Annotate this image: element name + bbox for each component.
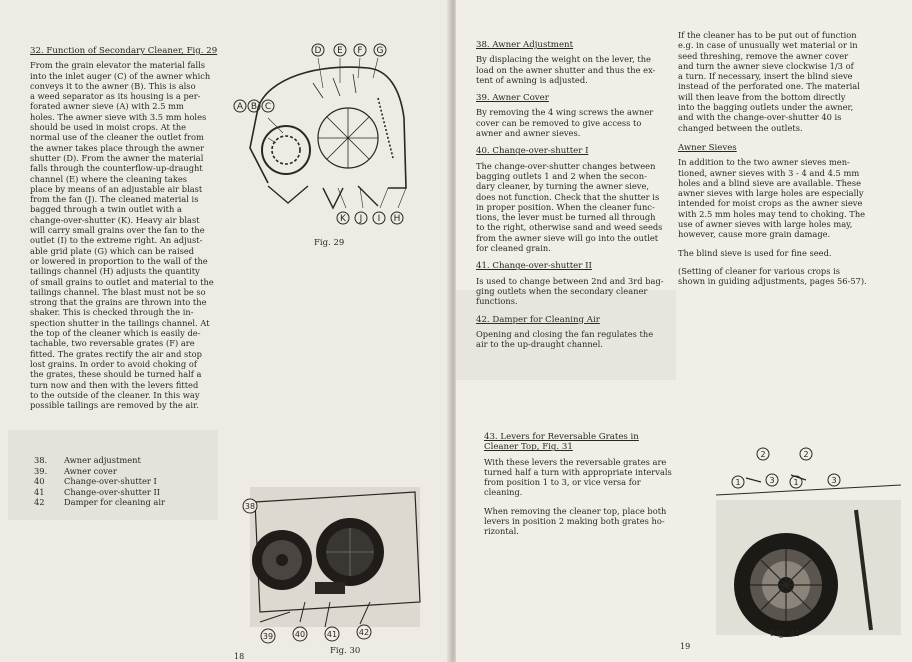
text-line: intended for moist crops as the awner sieve (678, 198, 863, 209)
text-line: levers in position 2 making both grates ho- (484, 516, 665, 527)
fig29-callout-g (374, 44, 386, 56)
text-line: to the right, otherwise sand and weed seeds (476, 222, 663, 233)
svg-text:F: F (357, 46, 363, 56)
text-line: turned half a turn with appropriate intervals (484, 466, 672, 477)
legend-number: 39. (34, 465, 48, 476)
legend-list (34, 455, 165, 508)
section-43 (484, 432, 716, 537)
fig31-callout-2-right (800, 448, 812, 460)
text-line: ging outlets when the secondary cleaner (476, 285, 648, 296)
text-line: conveys it to the awner (B). This is also (30, 80, 196, 91)
svg-text:K: K (340, 214, 346, 224)
svg-text:2: 2 (803, 450, 809, 459)
text-line: Opening and closing the fan regulates the (476, 328, 654, 339)
legend-text: Damper for cleaning air (64, 497, 165, 507)
text-line: rizontal. (484, 526, 519, 537)
text-line: When removing the cleaner top, place both (484, 505, 667, 516)
text-line: (Setting of cleaner for various crops is (678, 265, 841, 276)
svg-text:A: A (236, 102, 244, 112)
heading-line: 43. Levers for Reversable Grates in (484, 432, 639, 442)
fig30-callout-42 (357, 625, 371, 639)
text-line: tailings channel. The blast must not be so (30, 286, 206, 297)
text-line: from the awner sieve will go into the outlet (476, 232, 659, 243)
svg-text:D: D (314, 46, 322, 56)
text-line: should be used in moist crops. At the (30, 122, 187, 133)
text-line: tachable, two reversable grates (F) are (30, 338, 195, 349)
right-column-2 (678, 30, 900, 287)
fig-30-label: Fig. 30 (330, 646, 361, 656)
fig31-callout-1-right (790, 476, 802, 488)
fig31-callout-2-left (757, 448, 769, 460)
fig31-callout-1-left (732, 476, 744, 488)
text-line: into the bagging outlets under the awner, (678, 102, 854, 113)
fig-31-label: Fig. 31 (770, 629, 801, 639)
text-line: normal use of the cleaner the outlet from (30, 132, 204, 143)
text-line: turn now and then with the levers fitted (30, 379, 199, 390)
text-line: and with the change-over-shutter 40 is (678, 112, 842, 123)
page-number-18: 18 (234, 652, 245, 661)
text-line: a weed separator as its housing is a per- (30, 91, 201, 102)
text-line: tent of awning is adjusted. (476, 74, 588, 85)
legend-text: Awner cover (64, 465, 117, 476)
svg-text:J: J (359, 214, 363, 224)
heading-line: Cleaner Top, Fig. 31 (484, 442, 573, 453)
fig30-callout-39 (261, 629, 275, 643)
text-line: changed between the outlets. (678, 122, 803, 133)
svg-text:B: B (250, 102, 258, 112)
text-line: for cleaned grain. (476, 243, 551, 254)
svg-text:3: 3 (831, 476, 837, 485)
text-line: spection shutter in the tailings channel. At (30, 317, 210, 328)
text-line: instead of the perforated one. The material (678, 81, 860, 92)
svg-text:C: C (264, 102, 272, 112)
legend-text: Awner adjustment (64, 455, 141, 465)
right-page (456, 0, 912, 662)
text-line: will carry small grains over the fan to the (30, 225, 205, 236)
text-line: air to the up-draught channel. (476, 339, 603, 350)
text-line: cover can be removed to give access to (476, 117, 642, 128)
fig-29-label: Fig. 29 (314, 238, 345, 248)
blind-sieve-note: The blind sieve is used for fine seed. (678, 247, 832, 258)
svg-text:42: 42 (358, 628, 370, 637)
text-line: place by means of an adjustable air blast (30, 183, 203, 194)
fig29-callout-k (337, 212, 349, 224)
fig30-callout-41 (325, 627, 339, 641)
section-43-body-2 (484, 506, 716, 537)
text-line: From the grain elevator the material falls (30, 60, 206, 71)
text-line: If the cleaner has to be put out of function (678, 30, 857, 40)
text-line: or lowered in proportion to the wall of the (30, 255, 208, 266)
text-line: bagging outlets 1 and 2 when the secon- (476, 170, 647, 181)
text-line: a turn. If necessary, insert the blind sieve (678, 71, 853, 82)
fig29-callout-c (262, 100, 274, 112)
text-line: into the inlet auger (C) of the awner which (30, 70, 211, 81)
text-line: holes and a blind sieve are available. These (678, 177, 861, 188)
text-line: possible tailings are removed by the air. (30, 400, 199, 411)
svg-text:G: G (376, 46, 384, 56)
section-43-body (484, 457, 716, 498)
svg-text:41: 41 (326, 630, 338, 639)
text-line: e.g. in case of unusually wet material or in (678, 40, 858, 51)
text-line: The change-over-shutter changes between (476, 160, 656, 171)
legend-item (34, 487, 165, 498)
text-line: of small grains to outlet and material to the (30, 276, 214, 287)
section-39-heading: 39. Awner Cover (476, 93, 549, 104)
text-line: lost grains. In order to avoid choking of (30, 358, 197, 369)
text-line: By displacing the weight on the lever, the (476, 54, 651, 65)
fig29-callout-a (234, 100, 246, 112)
figure-30-photo (230, 462, 430, 647)
text-line: and turn the awner sieve clockwise 1/3 of (678, 60, 854, 71)
fig29-callout-j (355, 212, 367, 224)
text-line: outlet (I) to the extreme right. An adjust- (30, 235, 203, 246)
fig31-callout-3-left (766, 474, 778, 486)
svg-text:40: 40 (294, 630, 306, 639)
text-line: In addition to the two awner sieves men- (678, 157, 850, 168)
section-32 (30, 46, 248, 410)
page-number-19: 19 (680, 642, 691, 651)
figure-29-diagram (228, 38, 416, 248)
text-line: change-over-shutter (K). Heavy air blast (30, 214, 200, 225)
text-line: channel (E) where the cleaning takes (30, 173, 188, 184)
text-line: the top of the cleaner which is easily de- (30, 328, 201, 339)
legend-number: 38. (34, 455, 48, 465)
text-line: falls through the counterflow-up-draught (30, 163, 203, 174)
section-40-heading: 40. Change-over-shutter I (476, 146, 589, 157)
fig31-callout-3-right (828, 474, 840, 486)
text-line: With these levers the reversable grates are (484, 456, 667, 467)
text-line: however, cause more grain damage. (678, 229, 831, 240)
figure-31-photo (706, 440, 906, 640)
legend-number: 42 (34, 497, 45, 507)
fig29-callout-i (373, 212, 385, 224)
section-32-body (30, 60, 248, 410)
text-line: shutter (D). From the awner the material (30, 152, 204, 163)
text-line: By removing the 4 wing screws the awner (476, 107, 654, 118)
text-line: awner sieves with large holes are especially (678, 188, 864, 199)
fig29-callout-e (334, 44, 346, 56)
text-line: tioned, awner sieves with 3 - 4 and 4.5 mm (678, 167, 860, 178)
text-line: awner and awner sieves. (476, 128, 581, 139)
fig29-callout-f (354, 44, 366, 56)
text-line: holes. The awner sieve with 3.5 mm holes (30, 111, 207, 122)
awner-sieves-heading: Awner Sieves (678, 142, 737, 153)
text-line: cleaning. (484, 487, 523, 498)
svg-text:1: 1 (735, 478, 741, 487)
text-line: seed threshing, remove the awner cover (678, 50, 849, 61)
bleed-through-shadow-right (456, 290, 676, 380)
text-line: functions. (476, 296, 518, 307)
section-38-heading: 38. Awner Adjustment (476, 40, 574, 50)
text-line: with 2.5 mm holes may tend to choking. The (678, 208, 866, 219)
fig29-callout-h (391, 212, 403, 224)
text-line: use of awner sieves with large holes may, (678, 219, 853, 230)
text-line: fitted. The grates rectify the air and stop (30, 348, 202, 359)
svg-text:I: I (377, 214, 381, 224)
setting-note (678, 266, 900, 287)
text-line: shown in guiding adjustments, pages 56-57). (678, 276, 867, 287)
cleaner-out-of-function-text (678, 30, 900, 133)
fig30-callout-40 (293, 627, 307, 641)
section-42-heading: 42. Damper for Cleaning Air (476, 314, 600, 325)
svg-text:1: 1 (793, 478, 799, 487)
svg-text:38: 38 (244, 502, 256, 511)
text-line: the grates, these should be turned half a (30, 369, 202, 380)
legend-text: Change-over-shutter II (64, 486, 161, 497)
text-line: load on the awner shutter and thus the ex- (476, 64, 656, 75)
text-line: dary cleaner, by turning the awner sieve, (476, 181, 650, 192)
text-line: does not function. Check that the shutter is (476, 191, 660, 202)
text-line: the awner takes place through the awner (30, 142, 205, 153)
text-line: shaker. This is checked through the in- (30, 307, 194, 318)
svg-text:3: 3 (769, 476, 775, 485)
text-line: bagged through a twin outlet with a (30, 204, 182, 215)
legend-item (34, 455, 165, 466)
text-line: in proper position. When the cleaner func- (476, 201, 655, 212)
legend-text: Change-over-shutter I (64, 476, 157, 486)
section-40-body (476, 161, 706, 254)
legend-number: 41 (34, 486, 45, 497)
fig29-callout-d (312, 44, 324, 56)
section-39-body (476, 107, 706, 138)
section-32-heading: 32. Function of Secondary Cleaner, Fig. 29 (30, 46, 218, 56)
svg-text:2: 2 (760, 450, 766, 459)
text-line: from position 1 to 3, or vice versa for (484, 477, 641, 488)
svg-text:39: 39 (262, 632, 274, 641)
text-line: from the fan (J). The cleaned material is (30, 194, 199, 205)
text-line: able grid plate (G) which can be raised (30, 245, 195, 256)
text-line: strong that the grains are thrown into the (30, 297, 207, 308)
left-page (0, 0, 452, 662)
fig30-callout-38 (243, 499, 257, 513)
legend-item (34, 476, 165, 487)
text-line: Is used to change between 2nd and 3rd bag- (476, 275, 664, 286)
section-41-heading: 41. Change-over-shutter II (476, 261, 592, 272)
text-line: tions, the lever must be turned all through (476, 212, 656, 223)
legend-number: 40 (34, 476, 45, 486)
legend-item (34, 497, 165, 508)
svg-text:H: H (393, 214, 401, 224)
section-43-heading (484, 432, 716, 453)
text-line: to the outside of the cleaner. In this way (30, 389, 200, 400)
awner-sieves-body (678, 157, 900, 239)
text-line: forated awner sieve (A) with 2.5 mm (30, 101, 184, 112)
svg-text:E: E (337, 46, 343, 56)
legend-item (34, 466, 165, 477)
text-line: will then leave from the bottom directly (678, 91, 846, 102)
text-line: tailings channel (H) adjusts the quantity (30, 266, 200, 277)
section-38-body (476, 54, 706, 85)
